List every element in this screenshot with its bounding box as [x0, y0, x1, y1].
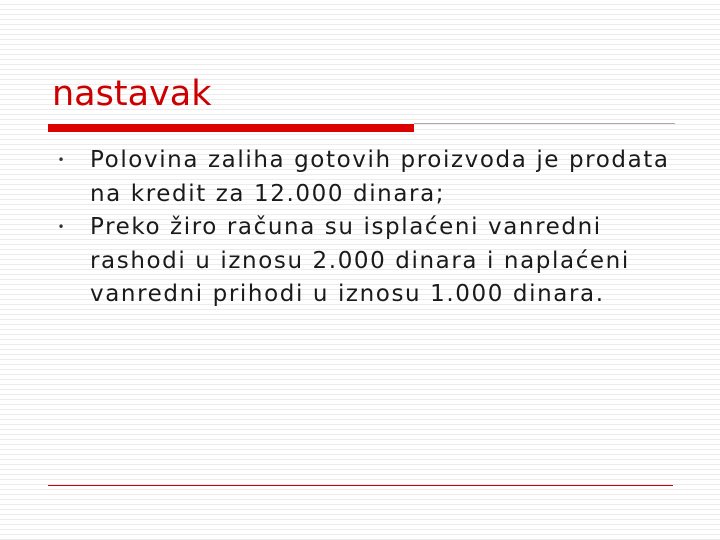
footer-divider: [48, 485, 673, 486]
title-underline-accent: [48, 124, 414, 132]
bullet-marker: •: [57, 220, 65, 234]
title-underline-thin: [414, 123, 675, 124]
bullet-item: [56, 144, 686, 211]
bullet-list: [56, 144, 686, 312]
bullet-item: [56, 211, 686, 312]
bullet-text: Polovina zaliha gotovih proizvoda je prodata na kredit za 12.000 dinara;: [90, 147, 670, 207]
bullet-marker: •: [57, 153, 65, 167]
bullet-text: Preko žiro računa su isplaćeni vanredni rashodi u iznosu 2.000 dinara i naplaćeni vanredni prihodi u iznosu 1.000 dinara.: [90, 214, 630, 307]
slide-title: nastavak: [52, 74, 212, 114]
